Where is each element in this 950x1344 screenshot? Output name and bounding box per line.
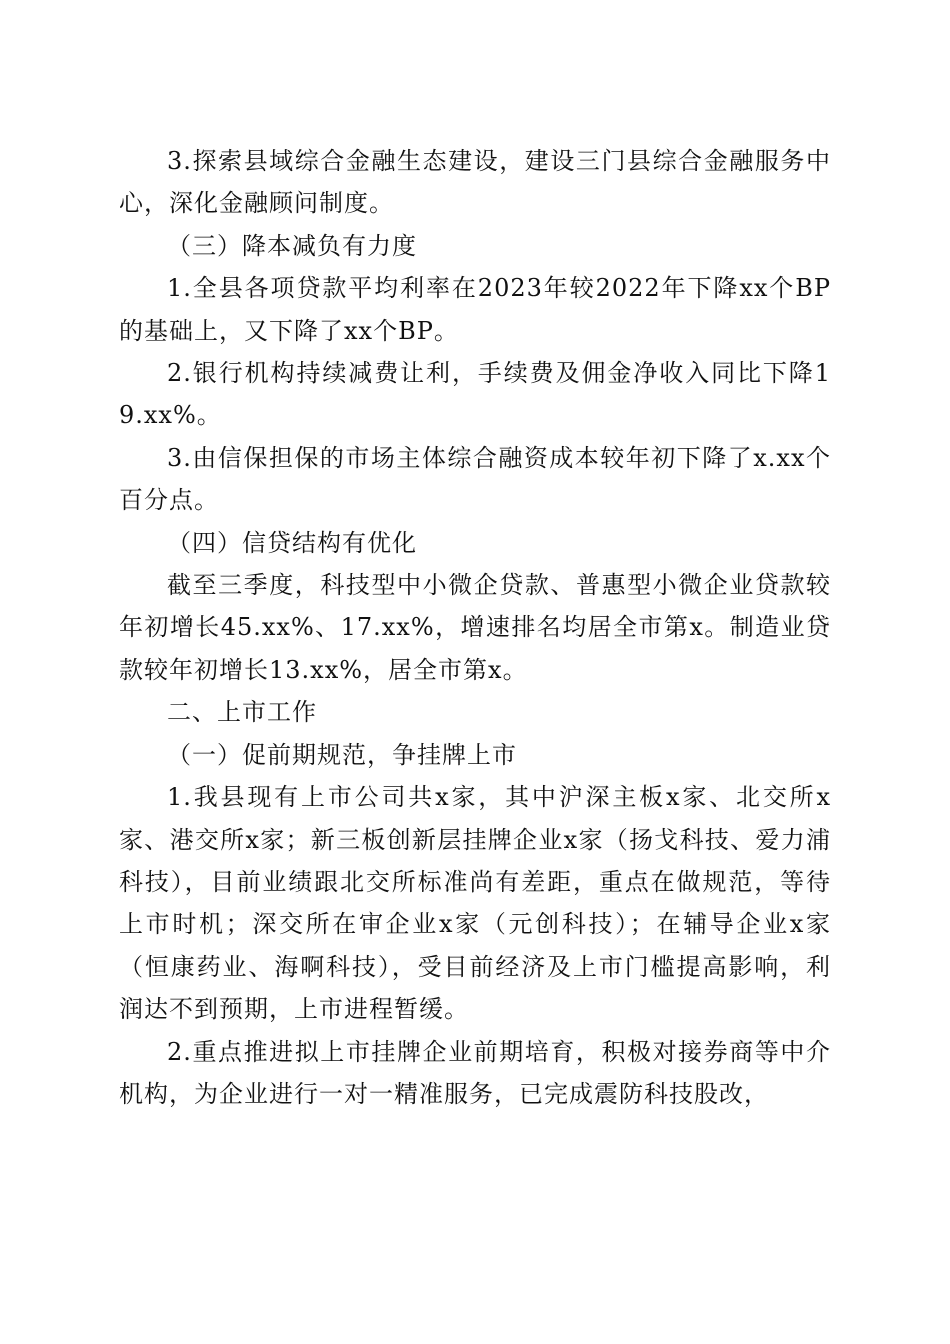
paragraph-cultivation: 2.重点推进拟上市挂牌企业前期培育，积极对接券商等中介机构，为企业进行一对一精准服务，已完成震防科技股改， <box>119 1037 831 1108</box>
subheading-credit-structure: （四）信贷结构有优化 <box>167 528 417 557</box>
paragraph-guarantee-cost: 3.由信保担保的市场主体综合融资成本较年初下降了x.xx个百分点。 <box>119 443 831 515</box>
document-page <box>119 140 831 1115</box>
section-heading-listing: 二、上市工作 <box>167 698 317 727</box>
paragraph-listed-companies: 1.我县现有上市公司共x家，其中沪深主板x家、北交所x家、港交所x家；新三板创新层挂牌企业x家（扬戈科技、爱力浦科技），目前业绩跟北交所标准尚有差距，重点在做规范，等待上市时机；深交所在审企业x家（元创科技）；在辅导企业x家（恒康药业、海啊科技），受目前经济及上市门槛提高影响，利润达不到预期，上市进程暂缓。 <box>119 783 831 1024</box>
paragraph-loan-rate: 1.全县各项贷款平均利率在2023年较2022年下降xx个BP的基础上，又下降了xx个BP。 <box>119 274 831 345</box>
paragraph-fee-reduction: 2.银行机构持续减费让利，手续费及佣金净收入同比下降19.xx%。 <box>119 359 831 430</box>
subheading-cost-reduction: （三）降本减负有力度 <box>167 231 417 260</box>
subheading-listing-prep: （一）促前期规范，争挂牌上市 <box>167 740 517 769</box>
paragraph-credit-structure: 截至三季度，科技型中小微企贷款、普惠型小微企业贷款较年初增长45.xx%、17.xx%，增速排名均居全市第x。制造业贷款较年初增长13.xx%，居全市第x。 <box>119 571 831 684</box>
paragraph-ecosystem: 3.探索县域综合金融生态建设，建设三门县综合金融服务中心，深化金融顾问制度。 <box>119 147 831 218</box>
